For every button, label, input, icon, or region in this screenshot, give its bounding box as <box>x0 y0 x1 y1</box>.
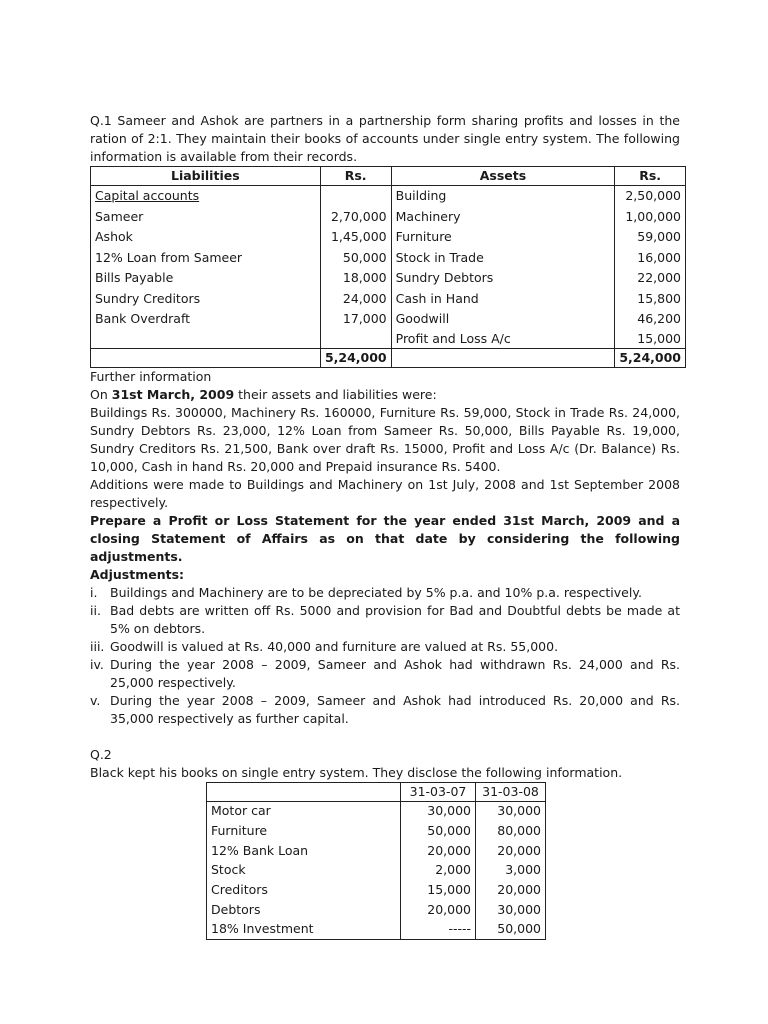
item-number: iv. <box>90 656 104 672</box>
value-2007: 30,000 <box>401 801 476 821</box>
table-row <box>91 248 686 269</box>
table-row <box>91 207 686 228</box>
asset-name: Stock in Trade <box>391 248 615 269</box>
total-spacer <box>91 348 321 367</box>
liability-amount: 18,000 <box>320 268 391 289</box>
liabilities-header: Liabilities <box>91 167 321 186</box>
table-row <box>207 920 546 940</box>
value-2008: 30,000 <box>476 900 546 920</box>
table-total-row <box>91 348 686 367</box>
q2-table <box>206 782 546 941</box>
asset-name: Profit and Loss A/c <box>391 330 615 349</box>
header-spacer <box>207 782 401 801</box>
asset-amount: 2,50,000 <box>615 186 686 207</box>
q1-balance-sheet-table <box>90 166 686 368</box>
value-2008: 30,000 <box>476 801 546 821</box>
value-2007: 2,000 <box>401 861 476 881</box>
asset-rs-header: Rs. <box>615 167 686 186</box>
liability-amount <box>320 186 391 207</box>
list-item <box>90 656 680 692</box>
asset-name: Building <box>391 186 615 207</box>
liability-name: Sameer <box>91 207 321 228</box>
asset-name: Sundry Debtors <box>391 268 615 289</box>
liability-amount: 24,000 <box>320 289 391 310</box>
table-header-row <box>207 782 546 801</box>
adjustments-list <box>90 584 680 728</box>
value-2008: 20,000 <box>476 880 546 900</box>
adjustments-heading: Adjustments: <box>90 566 185 582</box>
asset-amount: 46,200 <box>615 309 686 330</box>
item-name: 12% Bank Loan <box>207 841 401 861</box>
asset-name: Furniture <box>391 227 615 248</box>
total-spacer <box>391 348 615 367</box>
value-2007: 50,000 <box>401 821 476 841</box>
value-2008: 20,000 <box>476 841 546 861</box>
asset-amount: 1,00,000 <box>615 207 686 228</box>
liability-amount: 1,45,000 <box>320 227 391 248</box>
item-number: iii. <box>90 638 105 654</box>
assets-total: 5,24,000 <box>615 348 686 367</box>
additions-note: Additions were made to Buildings and Machinery on 1st July, 2008 and 1st September 2008 respectively. <box>90 476 680 510</box>
liability-name: Bank Overdraft <box>91 309 321 330</box>
value-2007: ----- <box>401 920 476 940</box>
table-row <box>207 900 546 920</box>
list-item <box>90 692 680 728</box>
liability-amount: 17,000 <box>320 309 391 330</box>
further-information: Further information <box>90 368 212 384</box>
q1-intro: Q.1 Sameer and Ashok are partners in a partnership form sharing profits and losses in the ration of 2:1. They maintain their books of accounts under single entry system. The following information is available from their records. <box>90 113 680 164</box>
table-row <box>207 821 546 841</box>
table-header-row <box>91 167 686 186</box>
table-row <box>207 861 546 881</box>
table-row <box>91 309 686 330</box>
table-row <box>207 841 546 861</box>
item-number: i. <box>90 584 98 600</box>
liabilities-total: 5,24,000 <box>320 348 391 367</box>
item-name: 18% Investment <box>207 920 401 940</box>
value-2008: 50,000 <box>476 920 546 940</box>
on-date-line <box>90 386 680 404</box>
liability-name: Sundry Creditors <box>91 289 321 310</box>
asset-amount: 22,000 <box>615 268 686 289</box>
item-text: During the year 2008 – 2009, Sameer and Ashok had introduced Rs. 20,000 and Rs. 35,000 respectively as further capital. <box>110 692 680 726</box>
list-item <box>90 638 680 656</box>
table-row <box>91 227 686 248</box>
liability-amount: 2,70,000 <box>320 207 391 228</box>
on-suffix: their assets and liabilities were: <box>234 386 437 402</box>
item-name: Debtors <box>207 900 401 920</box>
item-text: During the year 2008 – 2009, Sameer and Ashok had withdrawn Rs. 24,000 and Rs. 25,000 respectively. <box>110 656 680 690</box>
liability-name <box>91 330 321 349</box>
liability-name: Bills Payable <box>91 268 321 289</box>
liability-amount: 50,000 <box>320 248 391 269</box>
item-number: ii. <box>90 602 101 618</box>
q2-label: Q.2 <box>90 746 112 762</box>
liability-name: 12% Loan from Sameer <box>91 248 321 269</box>
item-text: Buildings and Machinery are to be depreciated by 5% p.a. and 10% p.a. respectively. <box>110 584 642 600</box>
table-row <box>207 880 546 900</box>
asset-amount: 15,800 <box>615 289 686 310</box>
prepare-instruction: Prepare a Profit or Loss Statement for the year ended 31st March, 2009 and a closing Statement of Affairs as on that date by considering the following adjustments. <box>90 512 680 564</box>
value-2007: 20,000 <box>401 900 476 920</box>
q2-intro: Black kept his books on single entry system. They disclose the following information. <box>90 764 623 780</box>
closing-date: 31st March, 2009 <box>111 386 235 402</box>
asset-amount: 59,000 <box>615 227 686 248</box>
item-name: Creditors <box>207 880 401 900</box>
table-row <box>91 289 686 310</box>
item-name: Motor car <box>207 801 401 821</box>
liability-name: Ashok <box>91 227 321 248</box>
asset-name: Machinery <box>391 207 615 228</box>
item-name: Furniture <box>207 821 401 841</box>
on-prefix: On <box>90 386 112 402</box>
list-item <box>90 584 680 602</box>
value-2008: 80,000 <box>476 821 546 841</box>
assets-header: Assets <box>391 167 615 186</box>
item-text: Goodwill is valued at Rs. 40,000 and furniture are valued at Rs. 55,000. <box>110 638 559 654</box>
asset-name: Goodwill <box>391 309 615 330</box>
date-header-1: 31-03-07 <box>401 782 476 801</box>
list-item <box>90 602 680 638</box>
closing-assets-list: Buildings Rs. 300000, Machinery Rs. 160000, Furniture Rs. 59,000, Stock in Trade Rs. 24,000, Sundry Debtors Rs. 23,000, 12% Loan from Sameer Rs. 50,000, Bills Payable Rs. 19,000, Sundry Creditors Rs. 21,500, Bank over draft Rs. 15000, Profit and Loss A/c (Dr. Balance) Rs. 10,000, Cash in hand Rs. 20,000 and Prepaid insurance Rs. 5400. <box>90 404 680 474</box>
item-name: Stock <box>207 861 401 881</box>
table-row <box>91 186 686 207</box>
liab-rs-header: Rs. <box>320 167 391 186</box>
asset-amount: 15,000 <box>615 330 686 349</box>
liability-amount <box>320 330 391 349</box>
item-text: Bad debts are written off Rs. 5000 and provision for Bad and Doubtful debts be made at 5% on debtors. <box>110 602 680 636</box>
liability-name: Capital accounts <box>91 186 321 207</box>
asset-name: Cash in Hand <box>391 289 615 310</box>
item-number: v. <box>90 692 101 708</box>
date-header-2: 31-03-08 <box>476 782 546 801</box>
asset-amount: 16,000 <box>615 248 686 269</box>
table-row <box>91 268 686 289</box>
value-2007: 20,000 <box>401 841 476 861</box>
value-2008: 3,000 <box>476 861 546 881</box>
table-row <box>207 801 546 821</box>
value-2007: 15,000 <box>401 880 476 900</box>
document-content <box>90 112 680 940</box>
table-row <box>91 330 686 349</box>
